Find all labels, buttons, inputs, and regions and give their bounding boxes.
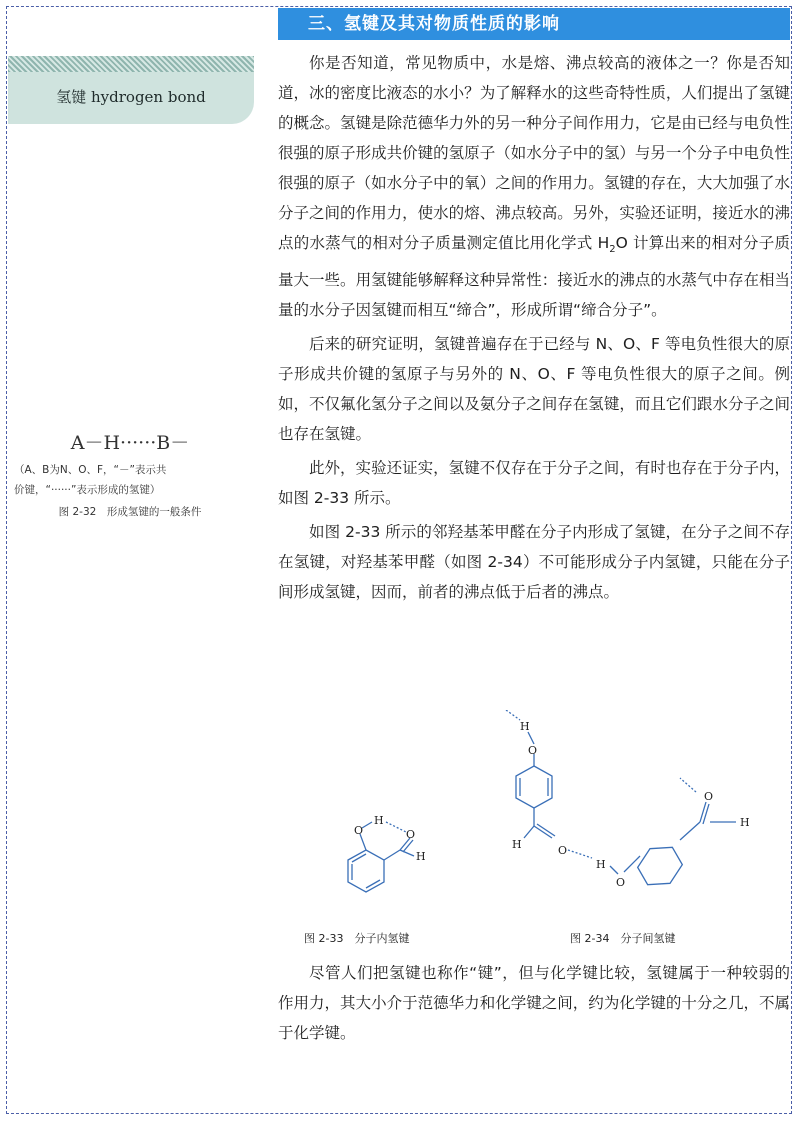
term-box-hatch [8,56,254,72]
figure-2-33 [318,810,448,922]
water-formula-o: O [615,234,628,252]
figure-2-32-caption: 图 2-32 形成氢键的一般条件 [58,506,202,518]
hydrogen-bond-formula: A－H······B－ [70,432,190,454]
atom-o-2: O [406,828,416,841]
atom-h-4: H [512,838,522,851]
atom-o-1: O [354,824,364,837]
paragraph-2: 后来的研究证明，氢键普遍存在于已经与 N、O、F 等电负性很大的原子形成共价键的氢原子与另外的 N、O、F 等电负性很大的原子之间。例如，不仅氟化氢分子之间以及氨分子之间存在氢键，而且它们跟水分子之间也存在氢键。 [278,335,790,444]
figure-2-34 [500,710,770,910]
section-title: 三、氢键及其对物质性质的影响 [308,14,560,34]
water-formula [597,234,628,256]
paragraph-3: 此外，实验还证实，氢键不仅存在于分子之间，有时也存在于分子内，如图 2-33 所示。 [278,459,790,508]
figure-2-34-caption: 图 2-34 分子间氢键 [570,932,676,945]
sidebar-note [14,460,250,480]
section-title-bar [278,8,790,40]
ring-2 [633,839,688,894]
water-formula-h: H [597,234,610,252]
atom-h-6: H [740,816,750,829]
figure-2-33-caption: 图 2-33 分子内氢键 [304,932,410,945]
atom-h-3: H [520,720,530,733]
figure-2-33-structure [318,810,448,922]
paragraph-1 [278,48,790,325]
atom-o-4: O [558,844,568,857]
benzene-ring [348,850,384,892]
paragraph-1-part-a: 你是否知道，常见物质中，水是熔、沸点较高的液体之一？你是否知道，冰的密度比液态的水小？为了解释水的这些奇特性质，人们提出了氢键的概念。氢键是除范德华力外的另一种分子间作用力，它是由已经与电负性很强的原子形成共价键的氢原子（如水分子中的氢）与另一个分子中电负性很强的原子（如水分子中的氧）之间的作用力。氢键的存在，大大加强了水分子之间的作用力，使水的熔、沸点较高。另外，实验还证明，接近水的沸点的水蒸气的相对分子质量测定值比用化学式 [278,54,790,252]
sidebar-term-box [8,56,254,124]
sidebar-note-line1: （A、B为N、O、F，“－”表示共 [14,464,167,476]
closing-text [278,958,790,1048]
atom-o-6: O [704,790,714,803]
atom-h-2: H [416,850,426,863]
ring-1 [516,766,552,808]
paragraph-5: 尽管人们把氢键也称作“键”，但与化学键比较，氢键属于一种较弱的作用力，其大小介于范德华力和化学键之间，约为化学键的十分之几，不属于化学键。 [278,964,790,1042]
figure-2-34-structure [500,710,770,910]
atom-h-1: H [374,814,384,827]
sidebar-note-2 [14,480,250,500]
paragraph-1-part-b: 计算出来的相对分子质量大一些。用氢键能够解释这种异常性：接近水的沸点的水蒸气中存在相当量的水分子因氢键而相互“缔合”，形成所谓“缔合分子”。 [278,234,790,320]
water-formula-sub: 2 [609,244,616,256]
main-text [278,48,790,607]
sidebar-note-line2: 价键，“······”表示形成的氢键） [14,484,161,496]
atom-o-5: O [616,876,626,889]
paragraph-4: 如图 2-33 所示的邻羟基苯甲醛在分子内形成了氢键，在分子之间不存在氢键，对羟基苯甲醛（如图 2-34）不可能形成分子内氢键，只能在分子间形成氢键，因而，前者的沸点低于后者的沸点。 [278,523,790,602]
atom-h-5: H [596,858,606,871]
sidebar-term: 氢键 hydrogen bond [56,88,206,106]
atom-o-3: O [528,744,538,757]
